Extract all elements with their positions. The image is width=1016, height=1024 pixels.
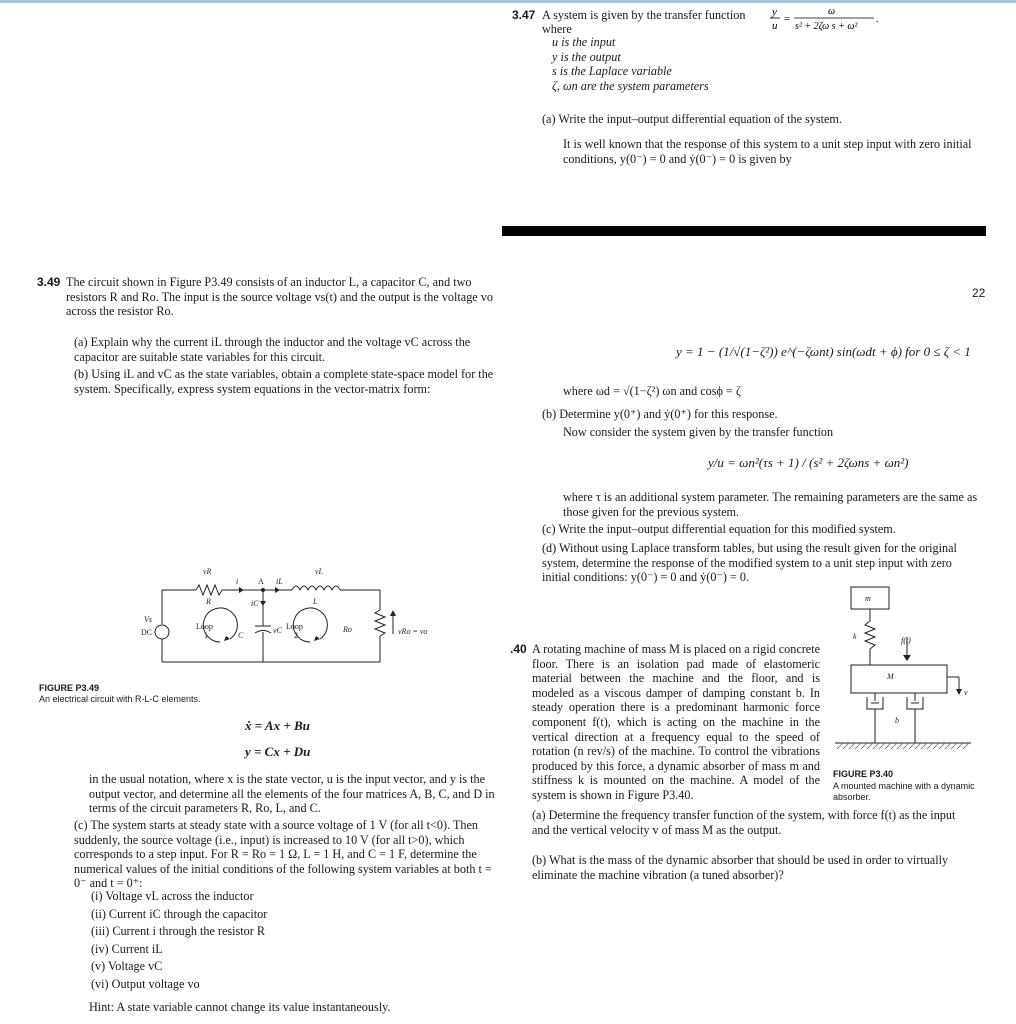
- problem-3-49-part-a: (a) Explain why the current iL through the inductor and the voltage vC across the capacitor are suitable state variables for this circuit.: [74, 335, 471, 364]
- omega-d-definition: where ωd = √(1−ζ²) ωn and cosϕ = ζ: [563, 384, 741, 398]
- machine-diagram: [835, 585, 975, 765]
- definition-list: [552, 35, 709, 93]
- problem-3-47-lead: A system is given by the transfer function: [542, 8, 746, 22]
- problem-3-47-part-d: (d) Without using Laplace transform tables, but using the result given for the original system, determine the response of the modified system to a unit step input with zero initial conditions: y(0⁻) = 0 and ẏ(0⁻) = 0.: [542, 541, 957, 585]
- problem-3-47-part-b-text: Now consider the system given by the transfer function: [563, 425, 834, 439]
- problem-3-40-part-a: (a) Determine the frequency transfer function of the system, with force f(t) as the input and the vertical velocity v of mass M as the output.: [532, 808, 956, 837]
- definition-item: y is the output: [552, 49, 621, 64]
- figure-p3-49-caption: An electrical circuit with R-L-C elements.: [39, 694, 201, 704]
- page-divider-bar: [502, 226, 986, 236]
- problem-3-40-part-b: (b) What is the mass of the dynamic absorber that should be used in order to virtually eliminate the machine vibration (a tuned absorber)?: [532, 853, 949, 882]
- definition-item: ζ, ωn are the system parameters: [552, 78, 709, 93]
- svg-text:.: .: [876, 14, 879, 25]
- page-number: 22: [972, 286, 986, 300]
- label-DC: DC: [141, 628, 153, 637]
- problem-3-47-part-b: (b) Determine y(0⁺) and ẏ(0⁺) for this response.: [542, 407, 778, 421]
- label-L: L: [313, 597, 318, 606]
- list-item: (iv) Current iL: [91, 941, 163, 956]
- problem-3-49-part-c: (c) The system starts at steady state with a source voltage of 1 V (for all t<0). Then suddenly, the source voltage (i.e., input) is increased to 10 V (for all t>0), which corresponds to a step input. For R = Ro = 1 Ω, L = 1 H, and C = 1 F, determine the numerical values of the initial conditions of the following system variables at both t = 0⁻ and t = 0⁺:: [74, 818, 492, 891]
- machine-diagram-graphic: [835, 585, 975, 765]
- label-vR: vR: [203, 567, 212, 576]
- figure-p3-40-title: FIGURE P3.40: [833, 769, 894, 779]
- transfer-function-1-graphic: [770, 4, 880, 32]
- problem-3-47-where: where: [542, 22, 572, 36]
- label-i: i: [236, 577, 239, 586]
- figure-p3-40-caption: A mounted machine with a dynamic absorber.: [833, 781, 975, 802]
- problem-3-47-part-a: (a) Write the input–output differential equation of the system.: [542, 112, 842, 126]
- problem-3-49-intro: The circuit shown in Figure P3.49 consists of an inductor L, a capacitor C, and two resistors R and Ro. The input is the source voltage vs(t) and the output is the voltage vo across the resistor Ro.: [66, 275, 493, 319]
- label-loop2-num: 2: [294, 631, 298, 640]
- svg-text:y: y: [772, 6, 777, 18]
- label-loop1-num: 1: [204, 631, 208, 640]
- svg-text:=: =: [784, 13, 791, 25]
- initial-condition-list: [91, 888, 267, 993]
- label-k: k: [853, 632, 857, 641]
- problem-number-3-49: 3.49: [37, 275, 61, 289]
- svg-text:s² + 2ζω s + ω²: s² + 2ζω s + ω²: [795, 21, 858, 32]
- label-f: f(t): [901, 636, 911, 645]
- label-iL: iL: [276, 577, 283, 586]
- output-equation: y = Cx + Du: [245, 744, 311, 759]
- problem-3-49-b-continued: in the usual notation, where x is the state vector, u is the input vector, and y is the output vector, and determine all the elements of the four matrices A, B, C, and D in terms of the circuit parameters R, Ro, L, and C.: [89, 772, 495, 816]
- label-v: v: [964, 688, 968, 697]
- circuit-diagram: [140, 562, 440, 672]
- top-border: [0, 0, 1016, 3]
- label-M: M: [887, 672, 894, 681]
- label-vC: vC: [273, 626, 282, 635]
- label-vRo: vRo = vo: [398, 627, 428, 636]
- transfer-function-2: y/u = ωn²(τs + 1) / (s² + 2ζωns + ωn²): [708, 455, 909, 470]
- problem-number-3-47: 3.47: [512, 8, 536, 22]
- label-C: C: [238, 631, 244, 640]
- problem-number-3-40: .40: [510, 642, 527, 656]
- svg-text:u: u: [772, 20, 778, 32]
- list-item: (v) Voltage vC: [91, 959, 163, 973]
- label-Ro: Ro: [343, 625, 352, 634]
- definition-item: u is the input: [552, 35, 616, 49]
- problem-3-47-part-a-text: It is well known that the response of this system to a unit step input with zero initial conditions, y(0⁻) = 0 and ẏ(0⁻) = 0 is given by: [563, 137, 972, 166]
- label-loop1: Loop: [196, 622, 213, 631]
- label-Vs: Vs: [144, 615, 152, 624]
- list-item: (i) Voltage vL across the inductor: [91, 889, 254, 903]
- definition-item: s is the Laplace variable: [552, 64, 672, 79]
- list-item: (ii) Current iC through the capacitor: [91, 906, 268, 921]
- label-iC: iC: [251, 599, 259, 608]
- label-b: b: [895, 716, 899, 725]
- list-item: (iii) Current i through the resistor R: [91, 924, 265, 938]
- label-R: R: [206, 597, 211, 606]
- circuit-diagram-graphic: [140, 562, 440, 672]
- problem-3-47-part-c: (c) Write the input–output differential equation for this modified system.: [542, 522, 896, 536]
- hint-text: Hint: A state variable cannot change its value instantaneously.: [89, 1000, 391, 1014]
- label-vL: vL: [315, 567, 323, 576]
- list-item: (vi) Output voltage vo: [91, 976, 200, 991]
- transfer-function-1: [770, 4, 880, 32]
- state-equation: ẋ = Ax + Bu: [245, 718, 310, 733]
- label-node-A: A: [258, 577, 264, 586]
- problem-3-40-text: A rotating machine of mass M is placed on a rigid concrete floor. There is an isolation pad made of elastomeric material between the machine and the floor, and is modeled as a viscous damper of damping constant b. In steady operation there is a predominant harmonic force component f(t), which is acting on the machine in the vertical direction at a frequency equal to the speed of rotation (n rev/s) of the machine. To control the vibrations produced by this force, a dynamic absorber of mass m and stiffness k is mounted on the machine. A model of the system is shown in Figure P3.40.: [532, 642, 821, 802]
- label-loop2: Loop: [286, 622, 303, 631]
- label-m: m: [865, 594, 871, 603]
- svg-text:ω: ω: [828, 6, 836, 17]
- tau-definition: where τ is an additional system parameter. The remaining parameters are the same as those given for the previous system.: [563, 490, 978, 519]
- problem-3-49-part-b: (b) Using iL and vC as the state variables, obtain a complete state-space model for the system. Specifically, express system equations in the vector-matrix form:: [74, 367, 494, 396]
- step-response-formula: y = 1 − (1/√(1−ζ²)) e^(−ζωnt) sin(ωdt + ϕ) for 0 ≤ ζ < 1: [676, 344, 971, 359]
- figure-p3-49-title: FIGURE P3.49: [39, 683, 100, 693]
